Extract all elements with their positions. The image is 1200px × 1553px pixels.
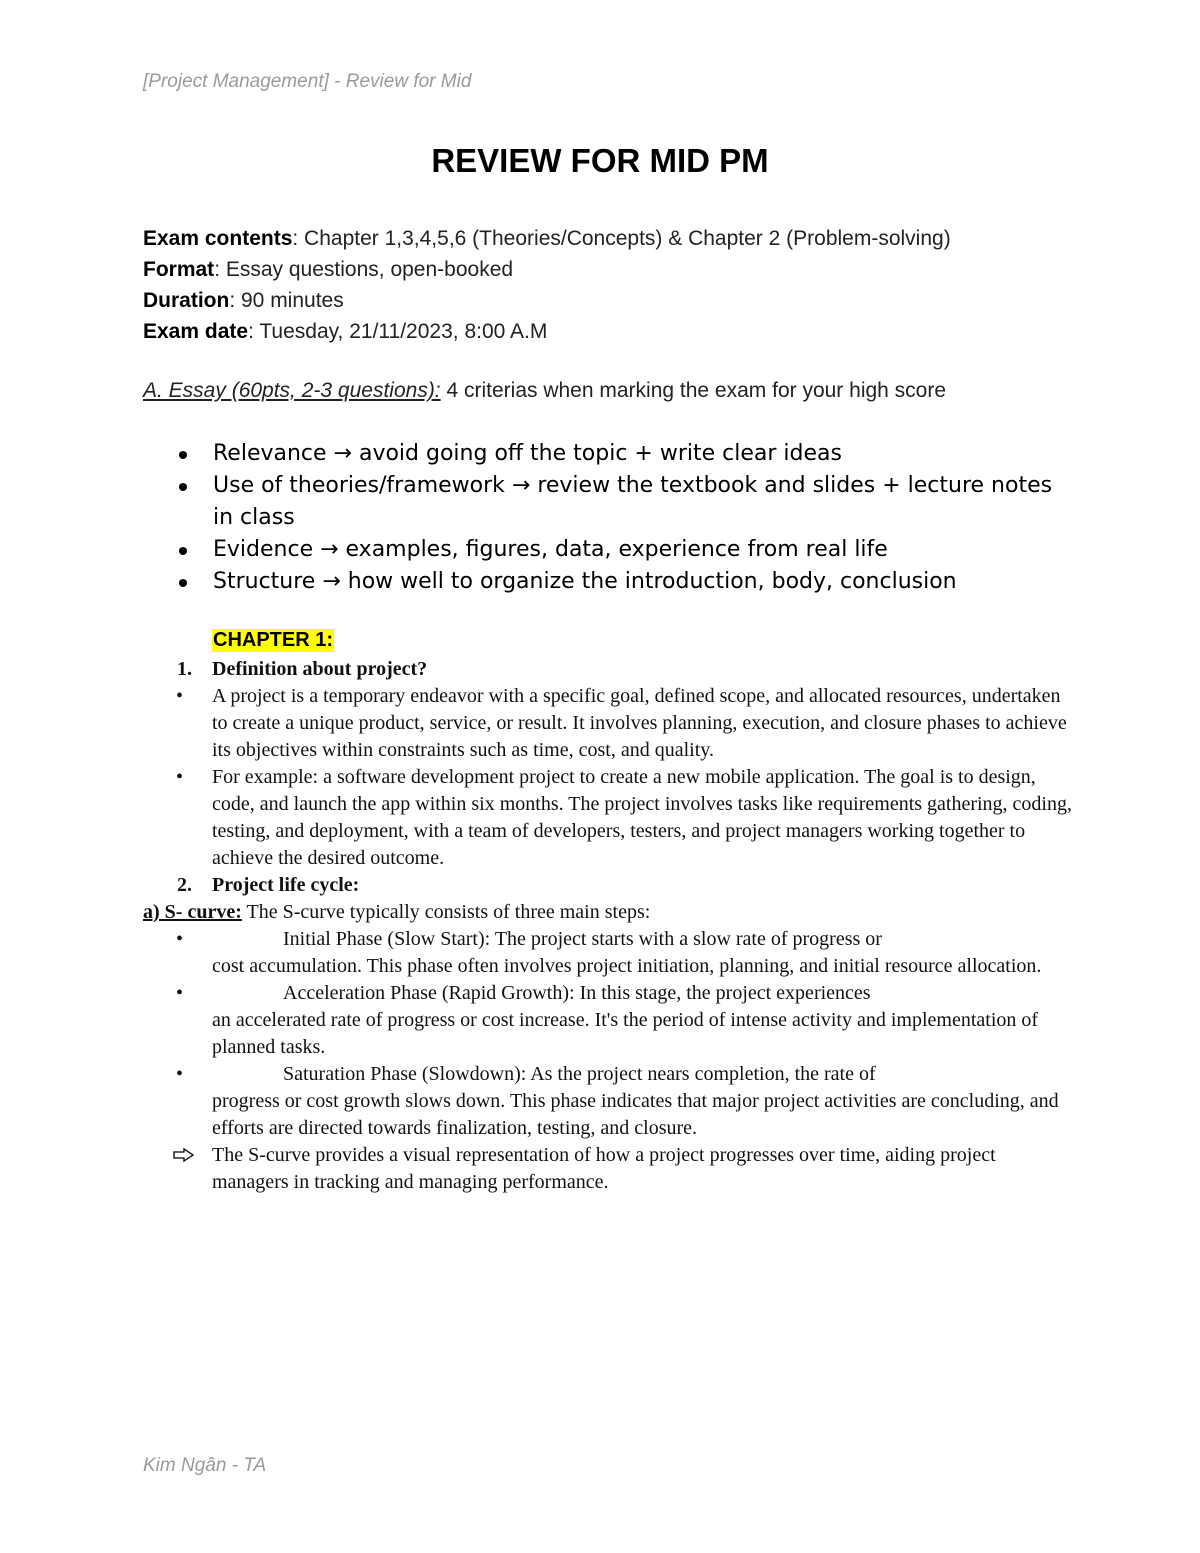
exam-contents-value: : Chapter 1,3,4,5,6 (Theories/Concepts) & Chapter 2 (Problem-solving) [292,227,951,250]
exam-contents-line [143,223,951,254]
bullet-icon [179,547,187,555]
format-line [143,254,951,285]
list-item: • A project is a temporary endeavor with a specific goal, defined scope, and allocated resources, undertaken to create a unique product, service, or result. It involves planning, execution, and closure phases to achieve its objectives within constraints such as time, cost, and quality. [176,685,1067,761]
duration-line [143,285,951,316]
essay-section-heading [143,379,946,403]
list-item: • Saturation Phase (Slowdown): As the project nears completion, the rate of progress or cost growth slows down. This phase indicates that major project activities are concluding, and efforts are directed towards finalization, testing, and closure. [176,1063,1059,1139]
list-item: Relevance → avoid going off the topic + write clear ideas [176,438,1076,470]
list-item: Evidence → examples, figures, data, experience from real life [176,534,1076,566]
scurve-intro [143,899,1073,926]
conclusion-item: The S-curve provides a visual representation of how a project progresses over time, aiding project managers in tracking and managing performance. [143,1142,1073,1196]
scurve-text: The S-curve typically consists of three main steps: [241,901,651,923]
bullet-icon [179,483,187,491]
exam-date-label: Exam date [143,320,249,343]
arrow-right-icon [173,1148,195,1162]
page-footer: Kim Ngân - TA [143,1455,267,1476]
bullet-icon: • [176,766,184,788]
bullet-icon: • [176,982,184,1004]
scurve-label: a) S- curve: [143,901,242,923]
bullet-icon [179,579,187,587]
exam-info [143,223,951,347]
list-item: • For example: a software development project to create a new mobile application. The goal is to design, code, and launch the app within six months. The project involves tasks like requirements gathering, coding, testing, and deployment, with a team of developers, testers, and project managers working together to achieve the desired outcome. [176,766,1072,869]
list-item: • Initial Phase (Slow Start): The project starts with a slow rate of progress or cost accumulation. This phase often involves project initiation, planning, and initial resource allocation. [176,928,1042,977]
format-value: : Essay questions, open-booked [214,258,514,281]
exam-date-line [143,316,951,347]
bullet-icon: • [176,685,184,707]
bullet-icon: • [176,1063,184,1085]
list-item: • Acceleration Phase (Rapid Growth): In this stage, the project experiences an accelerated rate of progress or cost increase. It's the period of intense activity and implementation of planned tasks. [176,982,1039,1058]
format-label: Format [143,258,215,281]
duration-value: : 90 minutes [229,289,344,312]
exam-contents-label: Exam contents [143,227,293,250]
chapter-1-body [143,656,1073,1196]
list-item: Structure → how well to organize the introduction, body, conclusion [176,566,1076,598]
essay-heading-text: 4 criterias when marking the exam for your high score [440,379,947,402]
bullet-icon [179,451,187,459]
essay-heading-label: A. Essay (60pts, 2-3 questions): [143,379,441,402]
question-1-heading: 1. Definition about project? [177,658,428,680]
page-header: [Project Management] - Review for Mid [143,71,472,92]
duration-label: Duration [143,289,230,312]
bullet-icon: • [176,928,184,950]
question-2-heading: 2. Project life cycle: [177,874,360,896]
exam-date-value: : Tuesday, 21/11/2023, 8:00 A.M [248,320,548,343]
document-title: REVIEW FOR MID PM [431,142,769,179]
criteria-list [176,438,1076,598]
list-item: Use of theories/framework → review the textbook and slides + lecture notes in class [176,470,1076,534]
chapter-1-label: CHAPTER 1: [213,629,334,651]
